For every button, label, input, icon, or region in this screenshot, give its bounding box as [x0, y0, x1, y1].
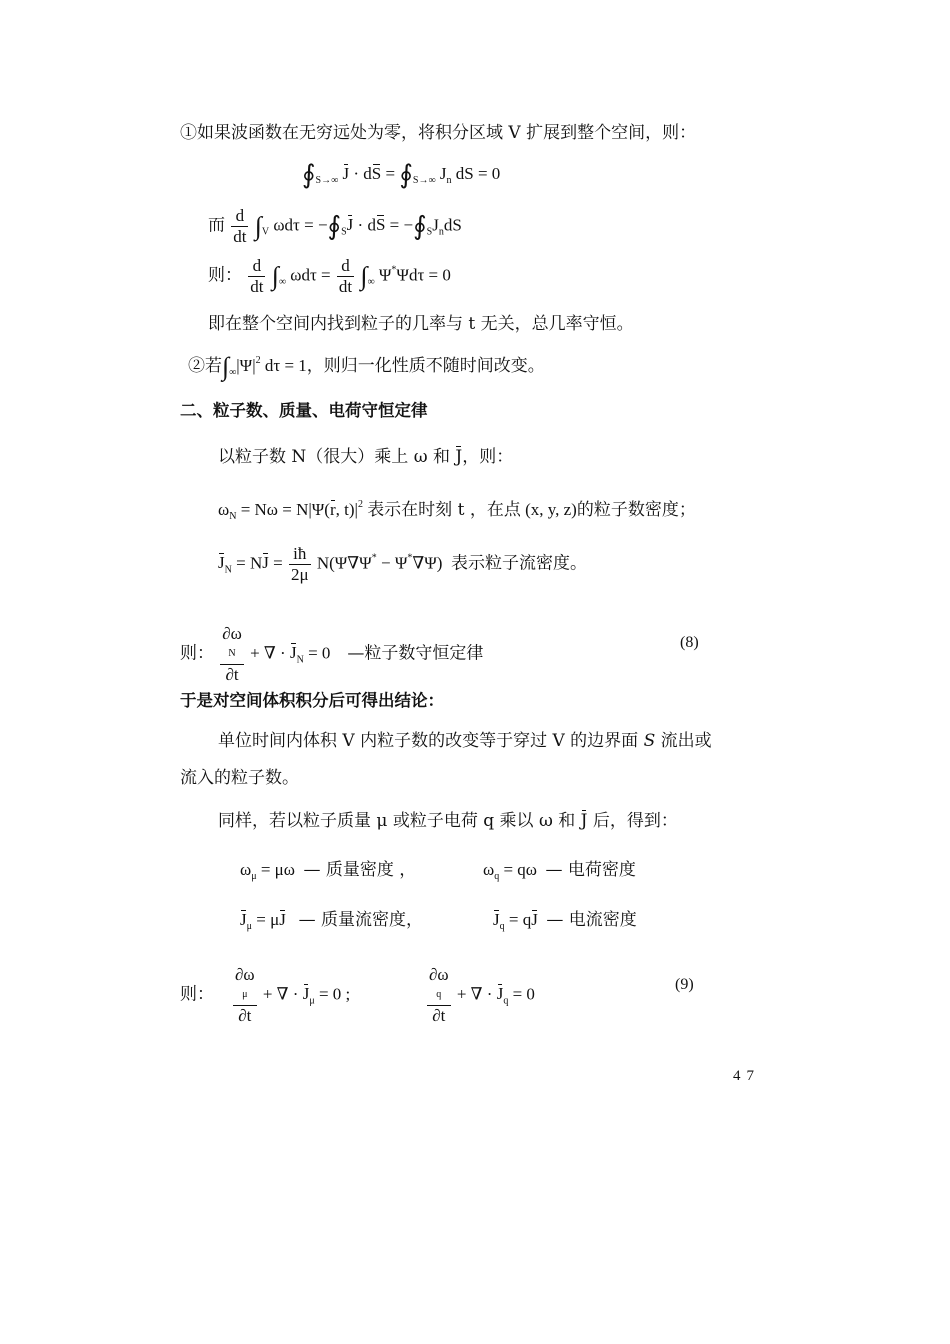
- paragraph-line-4: 即在整个空间内找到粒子的几率与 t 无关，总几率守恒。: [208, 314, 634, 334]
- mass-charge-continuity-equations: 则： ∂ω μ ∂t + ∇ · $J_\mu = 0$ ;: [180, 965, 351, 1025]
- charge-continuity-equation: ∂ω q ∂t + ∇ · $J_q = 0$: [429, 965, 535, 1025]
- paragraph-line-6: 以粒子数 N（很大）乘上 ω 和 J，则：: [218, 447, 514, 467]
- page-number: 47: [733, 1068, 760, 1084]
- conclusion-heading: 于是对空间体积积分后可得出结论：: [180, 691, 444, 710]
- equation-number-9: (9): [675, 976, 694, 993]
- paragraph-line-p2: 流入的粒子数。: [180, 768, 299, 788]
- time-derivative-equation-1: 而 $\frac{d}{dt}$ $\int_V$ $\omega d\tau = -∮_SJ$ · dS = $-∮_SJ_ndS$: [208, 206, 462, 246]
- time-derivative-equation-2: 则： $\frac{d}{dt}$ $\int_\infty$ ωdτ = $\frac{d}{dt}$ $\int_\infty$ Ψ*Ψdτ = 0: [208, 256, 451, 296]
- paragraph-line-p3: 同样，若以粒子质量 μ 或粒子电荷 q 乘以 ω 和 J 后，得到：: [218, 811, 678, 831]
- mass-density-equation: $\omega_\mu = \mu\omega$ — 质量密度 ，: [240, 860, 417, 882]
- paragraph-line-1: ①如果波函数在无穷远处为零，将积分区域 V 扩展到整个空间，则：: [180, 123, 697, 143]
- paragraph-line-p1: 单位时间内体积 V 内粒子数的改变等于穿过 V 的边界面 S 流出或: [218, 731, 712, 751]
- particle-number-density-equation: $\omega_N = N\omega = N|\Psi(r$, $t)|^2$ 表示在时刻 t ，在点 (x, y, z)的粒子数密度；: [218, 499, 696, 522]
- ze-label: 则：: [208, 265, 242, 286]
- mass-flux-equation: $J_\mu = \mu J$ — 质量流密度，: [240, 910, 423, 932]
- current-density-equation: $J_q$ = qJ — 电流密度: [493, 910, 637, 932]
- surface-integral-equation: $∮_{S\to\infty}$ J · dS = $∮_{S\to\infty}$ $J_n$ dS = 0: [302, 160, 501, 190]
- equation-number-8: (8): [680, 634, 699, 651]
- er-label: 而: [208, 215, 225, 236]
- particle-flux-density-equation: $J_N$ = NJ = $\frac{iħ}{2\mu}$ N(Ψ∇Ψ* − Ψ*∇Ψ) 表示粒子流密度。: [218, 544, 587, 584]
- normalization-line: ②若$\int_\infty|\Psi|^2$ dτ = 1，则归一化性质不随时间改变。: [188, 352, 545, 382]
- section-heading-conservation: 二、粒子数、质量、电荷守恒定律: [180, 401, 428, 420]
- charge-density-equation: $\omega_q = q\omega$ — 电荷密度: [483, 860, 636, 882]
- continuity-equation-number: 则： ∂ω N ∂t + ∇ · $J_N = 0$ —粒子数守恒定律: [180, 624, 484, 684]
